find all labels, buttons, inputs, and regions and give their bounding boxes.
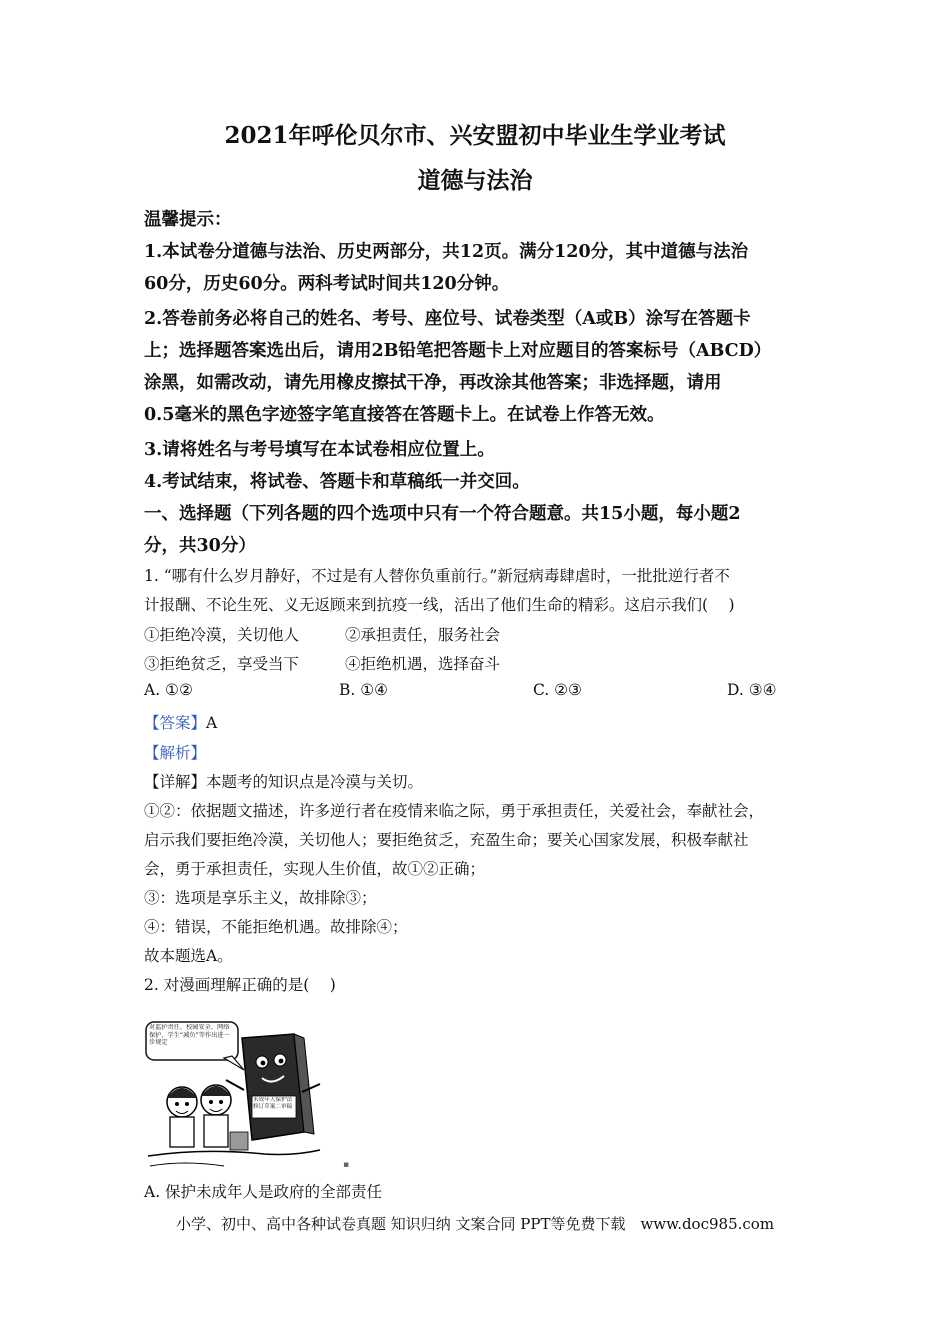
q2-stem: 2. 对漫画理解正确的是( ) [144, 976, 336, 994]
tip-line: 3.请将姓名与考号填写在本试卷相应位置上。 [144, 440, 495, 460]
detail-label: 【详解】 [144, 773, 207, 791]
q1-answer [144, 711, 217, 733]
exam-title: 2021年呼伦贝尔市、兴安盟初中毕业生学业考试 [224, 122, 726, 149]
tip-line: 4.考试结束，将试卷、答题卡和草稿纸一并交回。 [144, 472, 530, 492]
q1-option-a: A. ①② [144, 681, 193, 699]
tip-line: 上；选择题答案选出后，请用2B铅笔把答题卡上对应题目的答案标号（ABCD） [144, 341, 772, 361]
q1-explanation: 会，勇于承担责任，实现人生价值，故①②正确； [144, 860, 486, 878]
q1-item: ①拒绝冷漠，关切他人 [144, 626, 300, 644]
q1-explanation: 启示我们要拒绝冷漠，关切他人；要拒绝贫乏，充盈生命；要关心国家发展，积极奉献社 [144, 831, 749, 849]
tip-line: 60分，历史60分。两科考试时间共120分钟。 [144, 274, 510, 294]
tip-line: 2.答卷前务必将自己的姓名、考号、座位号、试卷类型（A或B）涂写在答题卡 [144, 309, 751, 329]
comic-illustration [144, 1020, 324, 1172]
q2-option-a: A. 保护未成年人是政府的全部责任 [144, 1183, 383, 1201]
tips-heading: 温馨提示： [144, 210, 232, 230]
q1-explanation: ①②：依据题文描述，许多逆行者在疫情来临之际，勇于承担责任，关爱社会，奉献社会， [144, 802, 765, 820]
q1-option-c: C. ②③ [533, 681, 582, 699]
q1-item: ②承担责任，服务社会 [345, 626, 501, 644]
answer-label: 【答案】 [144, 714, 207, 732]
comic-bubble-text: 对监护责任、校园安全、网络保护、学生“减负”等作出进一步规定 [149, 1024, 230, 1047]
q1-item: ③拒绝贫乏，享受当下 [144, 655, 300, 673]
q1-option-d: D. ③④ [727, 681, 777, 699]
tip-line: 涂黑，如需改动，请先用橡皮擦拭干净，再改涂其他答案；非选择题，请用 [144, 373, 722, 393]
q1-item: ④拒绝机遇，选择奋斗 [345, 655, 501, 673]
section-heading-cont: 分，共30分） [144, 536, 256, 556]
q1-explanation: ③：选项是享乐主义，故排除③； [144, 889, 377, 907]
tip-line: 1.本试卷分道德与法治、历史两部分，共12页。满分120分，其中道德与法治 [144, 242, 749, 262]
exam-subject: 道德与法治 [417, 167, 533, 194]
answer-value: A [206, 714, 218, 732]
analysis-label: 【解析】 [144, 744, 207, 762]
q1-conclusion: 故本题选A。 [144, 947, 233, 965]
section-heading: 一、选择题（下列各题的四个选项中只有一个符合题意。共15小题，每小题2 [144, 504, 741, 524]
layout-mark: ▪ [343, 1160, 350, 1170]
q1-detail [144, 770, 423, 792]
detail-text: 本题考的知识点是冷漠与关切。 [206, 773, 424, 791]
q1-explanation: ④：错误，不能拒绝机遇。故排除④； [144, 918, 408, 936]
tip-line: 0.5毫米的黑色字迹签字笔直接答在答题卡上。在试卷上作答无效。 [144, 405, 665, 425]
q1-stem-cont: 计报酬、不论生死、义无返顾来到抗疫一线，活出了他们生命的精彩。这启示我们( ) [144, 596, 735, 614]
q1-stem: 1. “哪有什么岁月静好，不过是有人替你负重前行。”新冠病毒肆虐时，一批批逆行者不 [144, 567, 730, 585]
comic-book-label: 未成年人保护法修订草案二审稿 [253, 1097, 293, 1110]
page-footer: 小学、初中、高中各种试卷真题 知识归纳 文案合同 PPT等免费下载 www.doc985.com [175, 1215, 775, 1233]
q1-option-b: B. ①④ [339, 681, 389, 699]
